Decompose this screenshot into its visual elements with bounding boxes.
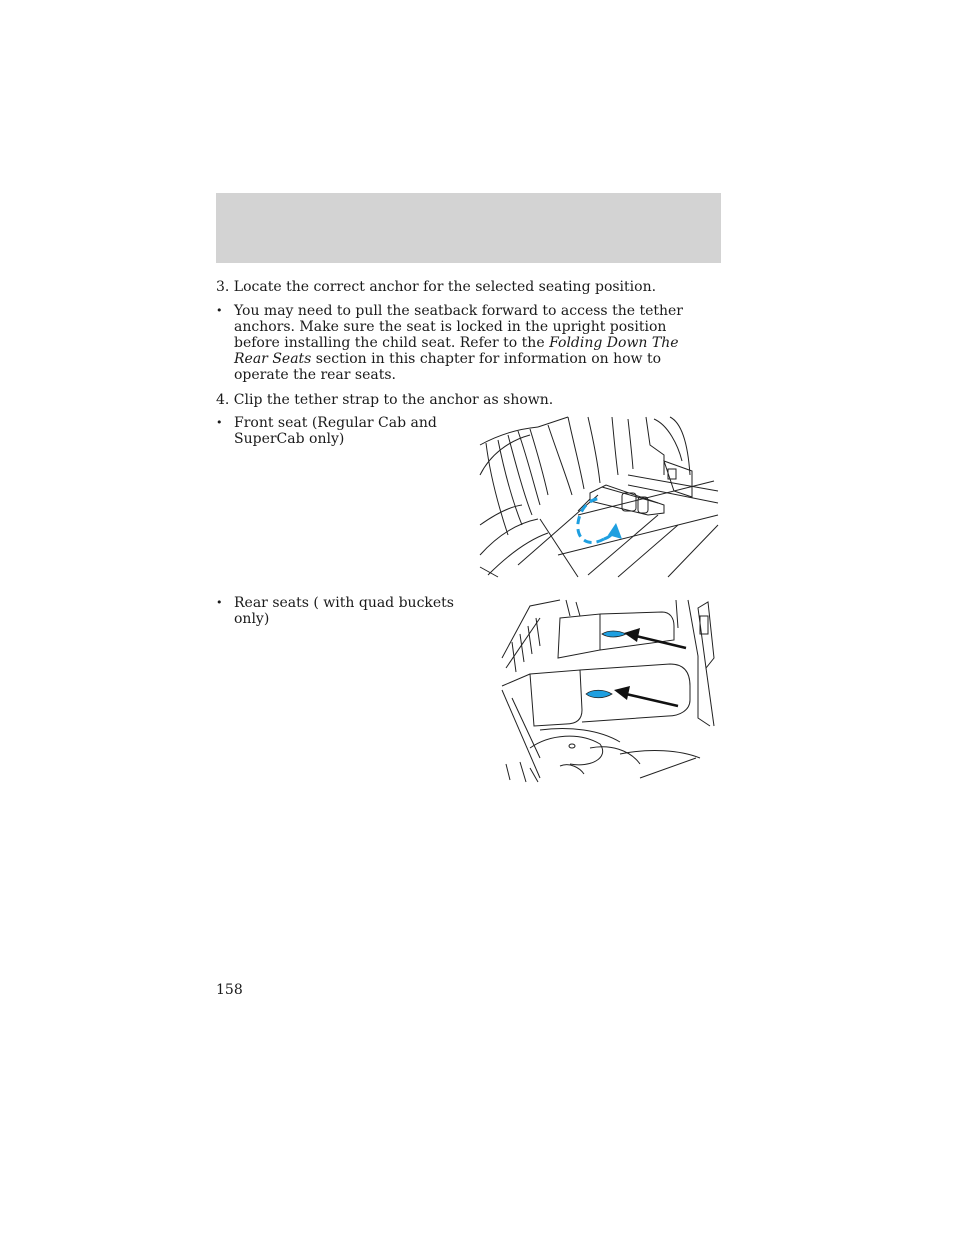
rear-seats-anchor-illustration (500, 598, 722, 784)
pointer-arrow-icon (614, 686, 678, 706)
bullet-rear-seats (216, 595, 456, 627)
bullet-seatback (216, 303, 706, 383)
cross-reference: Folding Down The Rear Seats (234, 335, 679, 367)
step-3-text: 3. Locate the correct anchor for the selected seating position. (216, 279, 657, 295)
bullet-seatback-text: You may need to pull the seatback forward to access the tether anchors. Make sure the seat is locked in the upright position before installing the child seat. Refer to the Folding Down The Rear Seats section in this chapter for information on how to operate the rear seats. (234, 303, 683, 383)
bullet-rear-seats-text: Rear seats ( with quad buckets only) (234, 595, 454, 627)
bullet-front-seat (216, 415, 446, 447)
bullet-front-seat-text: Front seat (Regular Cab and SuperCab only) (234, 415, 437, 447)
bullet-dot: • (216, 304, 223, 317)
tether-anchor-upper-icon (602, 631, 626, 637)
chapter-header-band (216, 193, 721, 263)
front-seat-anchor-illustration (478, 415, 722, 579)
bullet-dot: • (216, 416, 223, 429)
step-4-text: 4. Clip the tether strap to the anchor as shown. (216, 392, 554, 408)
tether-anchor-lower-icon (586, 690, 612, 698)
page-number: 158 (216, 982, 243, 998)
bullet-dot: • (216, 596, 223, 609)
